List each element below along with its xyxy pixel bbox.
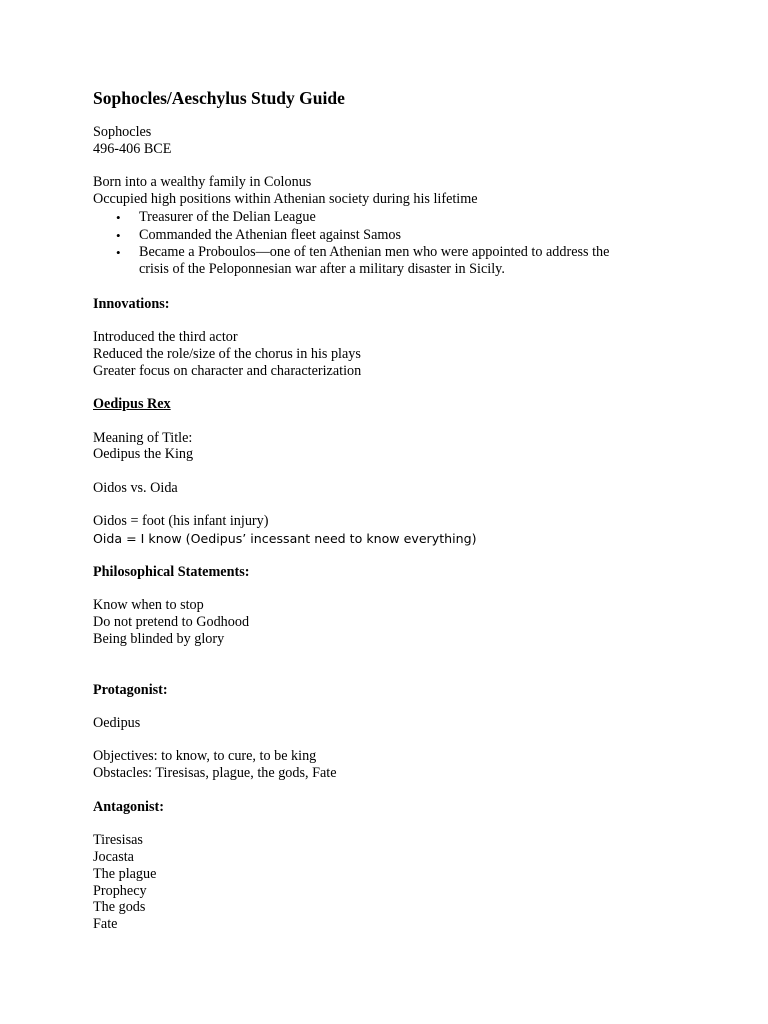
bullet-item: Commanded the Athenian fleet against Samos bbox=[139, 227, 402, 243]
section-heading-antagonist: Antagonist: bbox=[93, 799, 164, 815]
bullet-item-continuation: crisis of the Peloponnesian war after a military disaster in Sicily. bbox=[139, 261, 505, 277]
bullet-icon: • bbox=[116, 245, 121, 260]
word-contrast: Oidos vs. Oida bbox=[93, 480, 178, 496]
bullet-icon: • bbox=[116, 228, 121, 243]
author-name: Sophocles bbox=[93, 124, 152, 140]
bio-line: Born into a wealthy family in Colonus bbox=[93, 174, 312, 190]
protagonist-name: Oedipus bbox=[93, 715, 141, 731]
section-heading-philosophical: Philosophical Statements: bbox=[93, 564, 250, 580]
bullet-icon: • bbox=[116, 210, 121, 225]
protagonist-objectives: Objectives: to know, to cure, to be king bbox=[93, 748, 317, 764]
protagonist-obstacles: Obstacles: Tiresisas, plague, the gods, Fate bbox=[93, 765, 337, 781]
section-heading-protagonist: Protagonist: bbox=[93, 682, 168, 698]
oidos-definition: Oidos = foot (his infant injury) bbox=[93, 513, 269, 529]
antagonist-item: Jocasta bbox=[93, 849, 134, 865]
antagonist-item: Prophecy bbox=[93, 883, 147, 899]
philosophical-item: Being blinded by glory bbox=[93, 631, 225, 647]
title-meaning-label: Meaning of Title: bbox=[93, 430, 193, 446]
philosophical-item: Know when to stop bbox=[93, 597, 204, 613]
antagonist-item: The plague bbox=[93, 866, 157, 882]
section-heading-play: Oedipus Rex bbox=[93, 396, 171, 412]
innovation-item: Reduced the role/size of the chorus in his plays bbox=[93, 346, 361, 362]
bio-line: Occupied high positions within Athenian society during his lifetime bbox=[93, 191, 478, 207]
innovation-item: Introduced the third actor bbox=[93, 329, 238, 345]
philosophical-item: Do not pretend to Godhood bbox=[93, 614, 250, 630]
section-heading-innovations: Innovations: bbox=[93, 296, 170, 312]
antagonist-item: Fate bbox=[93, 916, 118, 932]
antagonist-item: Tiresisas bbox=[93, 832, 143, 848]
author-dates: 496-406 BCE bbox=[93, 141, 172, 157]
title-meaning-value: Oedipus the King bbox=[93, 446, 194, 462]
document-title: Sophocles/Aeschylus Study Guide bbox=[93, 88, 345, 108]
bullet-item: Treasurer of the Delian League bbox=[139, 209, 316, 225]
bullet-item: Became a Proboulos—one of ten Athenian men who were appointed to address the bbox=[139, 244, 610, 260]
oida-definition: Oida = I know (Oedipus’ incessant need to know everything) bbox=[93, 531, 477, 546]
innovation-item: Greater focus on character and characterization bbox=[93, 363, 362, 379]
antagonist-item: The gods bbox=[93, 899, 146, 915]
